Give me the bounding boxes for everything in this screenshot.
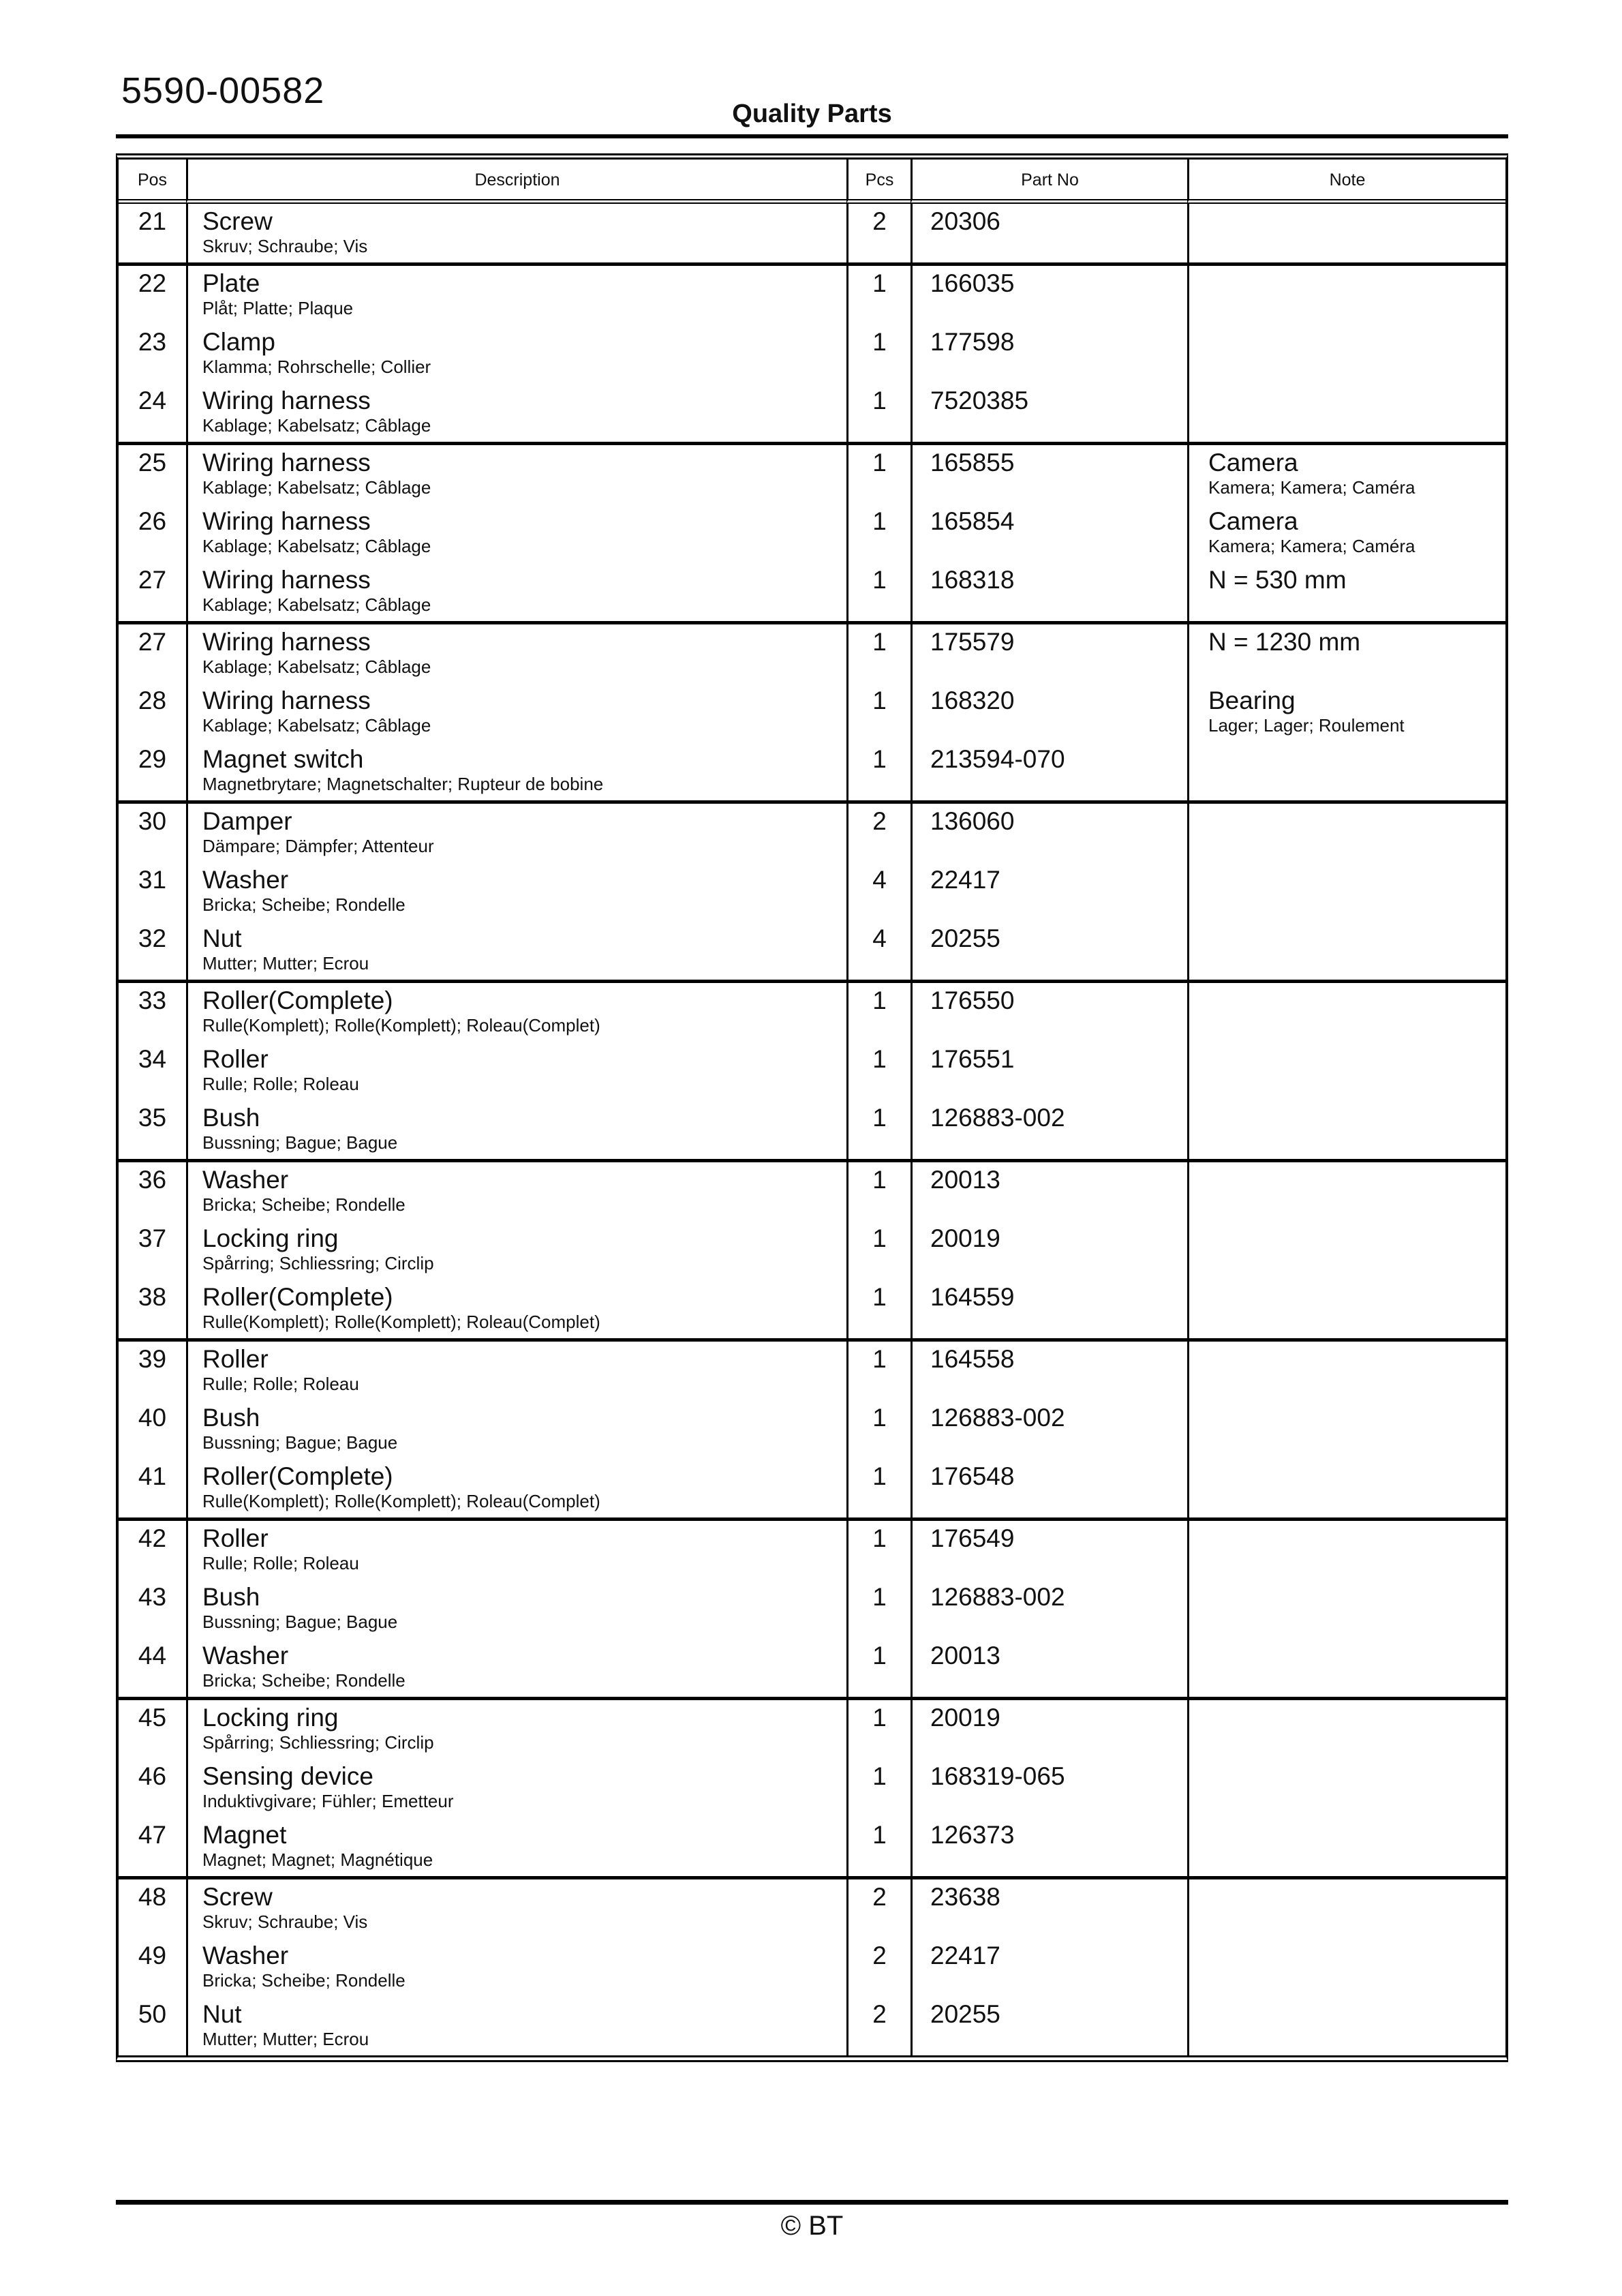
table-row: [119, 624, 1505, 683]
table-row: [119, 445, 1505, 504]
description-sub: Rulle; Rolle; Roleau: [202, 1074, 359, 1094]
description-main: Nut: [202, 2000, 242, 2028]
table-row: [119, 1400, 1505, 1459]
part-no-cell: 20306: [911, 204, 1187, 266]
description-cell: [186, 504, 846, 562]
note-cell: [1187, 1580, 1505, 1638]
pcs-cell: 4: [846, 862, 911, 921]
description-main: Bush: [202, 1404, 260, 1432]
pcs-cell: 4: [846, 921, 911, 983]
part-no-cell: 7520385: [911, 383, 1187, 445]
part-no-cell: 164558: [911, 1342, 1187, 1400]
pos-cell: 40: [138, 1404, 167, 1432]
description-main: Wiring harness: [202, 507, 371, 535]
table-row: [119, 1997, 1505, 2055]
pos-cell: 34: [138, 1045, 167, 1073]
pcs-cell: 1: [846, 266, 911, 324]
page-title: Quality Parts: [732, 100, 892, 128]
doc-number: 5590-00582: [121, 70, 325, 111]
pcs-cell: 2: [846, 1938, 911, 1997]
table-row: [119, 862, 1505, 921]
description-cell: [186, 1521, 846, 1580]
description-sub: Bussning; Bague; Bague: [202, 1432, 398, 1453]
part-no-cell: 20013: [911, 1638, 1187, 1700]
description-sub: Induktivgivare; Fühler; Emetteur: [202, 1791, 454, 1811]
part-no-cell: 177598: [911, 324, 1187, 383]
table-row: [119, 1580, 1505, 1638]
table-row: [119, 742, 1505, 804]
pos-cell: 43: [138, 1583, 167, 1611]
part-no-cell: 20013: [911, 1162, 1187, 1221]
description-main: Washer: [202, 1166, 289, 1194]
description-main: Washer: [202, 1942, 289, 1969]
pos-cell: 31: [138, 866, 167, 894]
description-cell: [186, 1817, 846, 1879]
note-cell: [1187, 921, 1505, 983]
table-row: [119, 1280, 1505, 1342]
description-main: Wiring harness: [202, 387, 371, 414]
pos-cell: 37: [138, 1224, 167, 1252]
description-sub: Kablage; Kabelsatz; Câblage: [202, 656, 431, 677]
pos-cell: 39: [138, 1345, 167, 1373]
description-sub: Mutter; Mutter; Ecrou: [202, 953, 369, 973]
description-sub: Bricka; Scheibe; Rondelle: [202, 894, 406, 915]
table-row: [119, 504, 1505, 562]
pos-cell: 21: [119, 204, 186, 266]
pos-cell: 38: [119, 1280, 186, 1342]
description-sub: Kablage; Kabelsatz; Câblage: [202, 715, 431, 736]
description-main: Roller(Complete): [202, 1462, 393, 1490]
part-no-cell: 168318: [911, 562, 1187, 624]
pos-cell: 42: [138, 1524, 167, 1552]
description-sub: Rulle; Rolle; Roleau: [202, 1553, 359, 1573]
note-cell: [1187, 1759, 1505, 1817]
part-no-cell: 22417: [911, 1938, 1187, 1997]
table-row: [119, 1162, 1505, 1221]
pcs-cell: 2: [846, 804, 911, 862]
pcs-cell: 1: [846, 1280, 911, 1342]
column-header-note: Note: [1187, 160, 1505, 204]
part-no-cell: 166035: [911, 266, 1187, 324]
column-header-pcs: Pcs: [846, 160, 911, 204]
description-cell: [186, 804, 846, 862]
description-sub: Magnet; Magnet; Magnétique: [202, 1849, 433, 1870]
pos-cell: 29: [119, 742, 186, 804]
part-no-cell: 20255: [911, 1997, 1187, 2055]
table-row: [119, 921, 1505, 983]
table-row: [119, 1700, 1505, 1759]
pos-cell: 27: [119, 562, 186, 624]
description-main: Screw: [202, 1883, 273, 1911]
description-cell: [186, 383, 846, 445]
note-cell: [1187, 1638, 1505, 1700]
part-no-cell: 213594-070: [911, 742, 1187, 804]
pcs-cell: 2: [846, 1879, 911, 1938]
note-cell: [1187, 1521, 1505, 1580]
note-cell: [1187, 983, 1505, 1042]
note-cell: [1187, 1817, 1505, 1879]
description-cell: [186, 1221, 846, 1280]
note-sub: Lager; Lager; Roulement: [1208, 715, 1405, 736]
pcs-cell: 1: [846, 624, 911, 683]
part-no-cell: 126883-002: [911, 1400, 1187, 1459]
description-sub: Spårring; Schliessring; Circlip: [202, 1732, 434, 1753]
description-main: Wiring harness: [202, 686, 371, 714]
pos-cell: 30: [138, 807, 167, 835]
pcs-cell: 1: [846, 1100, 911, 1162]
description-cell: [186, 324, 846, 383]
part-no-cell: 20019: [911, 1221, 1187, 1280]
description-main: Wiring harness: [202, 566, 371, 594]
description-cell: [186, 562, 846, 624]
description-sub: Kablage; Kabelsatz; Câblage: [202, 477, 431, 498]
description-sub: Magnetbrytare; Magnetschalter; Rupteur de bobine: [202, 774, 604, 794]
note-cell: [1187, 562, 1505, 624]
table-row: [119, 1638, 1505, 1700]
note-cell: [1187, 1700, 1505, 1759]
description-main: Sensing device: [202, 1762, 373, 1790]
description-main: Washer: [202, 866, 289, 894]
pcs-cell: 1: [846, 742, 911, 804]
table-row: [119, 204, 1505, 266]
pcs-cell: 1: [846, 504, 911, 562]
description-cell: [186, 1100, 846, 1162]
note-main: N = 1230 mm: [1208, 628, 1361, 656]
pcs-cell: 1: [846, 1459, 911, 1521]
description-cell: [186, 1700, 846, 1759]
pos-cell: 46: [138, 1762, 167, 1790]
pcs-cell: 1: [846, 1817, 911, 1879]
description-cell: [186, 1638, 846, 1700]
table-row: [119, 1938, 1505, 1997]
pcs-cell: 2: [846, 204, 911, 266]
pos-cell: 32: [119, 921, 186, 983]
pcs-cell: 1: [846, 1221, 911, 1280]
description-main: Roller: [202, 1045, 269, 1073]
description-main: Bush: [202, 1583, 260, 1611]
part-no-cell: 176551: [911, 1042, 1187, 1100]
part-no-cell: 23638: [911, 1879, 1187, 1938]
note-main: Camera: [1208, 449, 1298, 477]
pos-cell: 41: [119, 1459, 186, 1521]
note-main: Bearing: [1208, 686, 1296, 714]
description-main: Damper: [202, 807, 292, 835]
pos-cell: 26: [138, 507, 167, 535]
column-header-part-no: Part No: [911, 160, 1187, 204]
description-sub: Skruv; Schraube; Vis: [202, 236, 368, 256]
part-no-cell: 126373: [911, 1817, 1187, 1879]
description-sub: Kablage; Kabelsatz; Câblage: [202, 594, 431, 615]
description-main: Washer: [202, 1642, 289, 1670]
pcs-cell: 1: [846, 1400, 911, 1459]
copyright-notice: © BT: [780, 2211, 844, 2241]
part-no-cell: 176548: [911, 1459, 1187, 1521]
note-main: Camera: [1208, 507, 1298, 535]
description-main: Roller(Complete): [202, 1283, 393, 1311]
note-cell: [1187, 266, 1505, 324]
table-row: [119, 1042, 1505, 1100]
description-sub: Dämpare; Dämpfer; Attenteur: [202, 836, 434, 856]
pcs-cell: 1: [846, 683, 911, 742]
description-sub: Rulle; Rolle; Roleau: [202, 1374, 359, 1394]
part-no-cell: 176549: [911, 1521, 1187, 1580]
pos-cell: 44: [119, 1638, 186, 1700]
pcs-cell: 1: [846, 562, 911, 624]
pcs-cell: 1: [846, 1638, 911, 1700]
part-no-cell: 20019: [911, 1700, 1187, 1759]
pcs-cell: 1: [846, 324, 911, 383]
note-cell: [1187, 1938, 1505, 1997]
parts-table-body: [119, 204, 1505, 2055]
pos-cell: 33: [138, 986, 167, 1014]
description-cell: [186, 1400, 846, 1459]
table-row: [119, 266, 1505, 324]
description-sub: Bussning; Bague; Bague: [202, 1612, 398, 1632]
description-cell: [186, 1580, 846, 1638]
table-row: [119, 804, 1505, 862]
description-sub: Mutter; Mutter; Ecrou: [202, 2029, 369, 2049]
note-cell: [1187, 1221, 1505, 1280]
note-cell: [1187, 1100, 1505, 1162]
note-cell: [1187, 624, 1505, 683]
description-sub: Kablage; Kabelsatz; Câblage: [202, 536, 431, 556]
description-cell: [186, 1759, 846, 1817]
description-cell: [186, 742, 846, 804]
part-no-cell: 168320: [911, 683, 1187, 742]
table-row: [119, 1100, 1505, 1162]
description-sub: Bricka; Scheibe; Rondelle: [202, 1970, 406, 1991]
note-cell: [1187, 1280, 1505, 1342]
description-main: Roller: [202, 1524, 269, 1552]
description-cell: [186, 1459, 846, 1521]
part-no-cell: 22417: [911, 862, 1187, 921]
note-cell: [1187, 504, 1505, 562]
pcs-cell: 1: [846, 1521, 911, 1580]
description-cell: [186, 683, 846, 742]
description-sub: Skruv; Schraube; Vis: [202, 1912, 368, 1932]
pcs-cell: 1: [846, 1042, 911, 1100]
description-sub: Kablage; Kabelsatz; Câblage: [202, 415, 431, 436]
pos-cell: 36: [138, 1166, 167, 1194]
footer-rule: [116, 2200, 1508, 2205]
part-no-cell: 126883-002: [911, 1100, 1187, 1162]
part-no-cell: 165855: [911, 445, 1187, 504]
pcs-cell: 1: [846, 445, 911, 504]
description-sub: Plåt; Platte; Plaque: [202, 298, 354, 318]
pcs-cell: 1: [846, 983, 911, 1042]
description-cell: [186, 921, 846, 983]
description-sub: Klamma; Rohrschelle; Collier: [202, 357, 431, 377]
description-cell: [186, 1342, 846, 1400]
note-cell: [1187, 804, 1505, 862]
table-row: [119, 1817, 1505, 1879]
description-cell: [186, 1162, 846, 1221]
header-rule: [116, 134, 1508, 138]
description-main: Roller: [202, 1345, 269, 1373]
note-cell: [1187, 383, 1505, 445]
description-main: Roller(Complete): [202, 986, 393, 1014]
table-row: [119, 1521, 1505, 1580]
table-row: [119, 1759, 1505, 1817]
pcs-cell: 2: [846, 1997, 911, 2055]
pos-cell: 50: [138, 2000, 167, 2028]
description-cell: [186, 445, 846, 504]
pcs-cell: 1: [846, 1700, 911, 1759]
description-main: Bush: [202, 1104, 260, 1132]
note-cell: [1187, 204, 1505, 266]
description-cell: [186, 1997, 846, 2055]
description-main: Locking ring: [202, 1224, 339, 1252]
table-row: [119, 983, 1505, 1042]
description-cell: [186, 1879, 846, 1938]
table-row: [119, 562, 1505, 624]
note-cell: [1187, 1997, 1505, 2055]
pos-cell: 25: [138, 449, 167, 477]
description-main: Magnet switch: [202, 745, 364, 773]
description-sub: Spårring; Schliessring; Circlip: [202, 1253, 434, 1273]
description-cell: [186, 1938, 846, 1997]
note-cell: [1187, 324, 1505, 383]
note-cell: [1187, 1879, 1505, 1938]
note-cell: [1187, 1459, 1505, 1521]
note-cell: [1187, 862, 1505, 921]
part-no-cell: 176550: [911, 983, 1187, 1042]
pcs-cell: 1: [846, 1759, 911, 1817]
note-cell: [1187, 1400, 1505, 1459]
note-cell: [1187, 1342, 1505, 1400]
note-cell: [1187, 683, 1505, 742]
header-row: [119, 160, 1505, 204]
pos-cell: 35: [119, 1100, 186, 1162]
part-no-cell: 164559: [911, 1280, 1187, 1342]
part-no-cell: 168319-065: [911, 1759, 1187, 1817]
description-main: Wiring harness: [202, 628, 371, 656]
description-main: Clamp: [202, 328, 275, 356]
note-sub: Kamera; Kamera; Caméra: [1208, 477, 1416, 498]
note-cell: [1187, 1162, 1505, 1221]
description-sub: Bricka; Scheibe; Rondelle: [202, 1670, 406, 1691]
pos-cell: 45: [138, 1704, 167, 1732]
part-no-cell: 175579: [911, 624, 1187, 683]
table-row: [119, 383, 1505, 445]
pcs-cell: 1: [846, 383, 911, 445]
pos-cell: 27: [138, 628, 167, 656]
pcs-cell: 1: [846, 1342, 911, 1400]
pos-cell: 24: [119, 383, 186, 445]
part-no-cell: 20255: [911, 921, 1187, 983]
description-cell: [186, 204, 846, 266]
description-main: Magnet: [202, 1821, 287, 1849]
part-no-cell: 126883-002: [911, 1580, 1187, 1638]
part-no-cell: 136060: [911, 804, 1187, 862]
pos-cell: 47: [119, 1817, 186, 1879]
description-main: Plate: [202, 269, 260, 297]
table-row: [119, 1459, 1505, 1521]
description-main: Nut: [202, 924, 242, 952]
column-header-pos: Pos: [119, 160, 186, 204]
description-sub: Rulle(Komplett); Rolle(Komplett); Roleau(Complet): [202, 1491, 600, 1511]
description-sub: Rulle(Komplett); Rolle(Komplett); Roleau(Complet): [202, 1015, 600, 1036]
column-header-description: Description: [186, 160, 846, 204]
description-cell: [186, 1042, 846, 1100]
description-cell: [186, 624, 846, 683]
pos-cell: 48: [138, 1883, 167, 1911]
pos-cell: 28: [138, 686, 167, 714]
table-row: [119, 324, 1505, 383]
note-cell: [1187, 742, 1505, 804]
description-sub: Bussning; Bague; Bague: [202, 1132, 398, 1153]
pcs-cell: 1: [846, 1162, 911, 1221]
pos-cell: 49: [138, 1942, 167, 1969]
pcs-cell: 1: [846, 1580, 911, 1638]
description-cell: [186, 1280, 846, 1342]
part-no-cell: 165854: [911, 504, 1187, 562]
table-row: [119, 1879, 1505, 1938]
description-sub: Rulle(Komplett); Rolle(Komplett); Roleau(Complet): [202, 1312, 600, 1332]
table-row: [119, 1221, 1505, 1280]
description-main: Screw: [202, 207, 273, 235]
note-cell: [1187, 1042, 1505, 1100]
table-row: [119, 1342, 1505, 1400]
description-main: Wiring harness: [202, 449, 371, 477]
note-cell: [1187, 445, 1505, 504]
pos-cell: 23: [138, 328, 167, 356]
parts-table: [116, 153, 1508, 2062]
table-row: [119, 683, 1505, 742]
description-cell: [186, 266, 846, 324]
pos-cell: 22: [138, 269, 167, 297]
note-sub: Kamera; Kamera; Caméra: [1208, 536, 1416, 556]
description-main: Locking ring: [202, 1704, 339, 1732]
parts-table-header: [119, 160, 1505, 204]
description-sub: Bricka; Scheibe; Rondelle: [202, 1194, 406, 1215]
description-cell: [186, 862, 846, 921]
note-main: N = 530 mm: [1208, 566, 1347, 594]
description-cell: [186, 983, 846, 1042]
